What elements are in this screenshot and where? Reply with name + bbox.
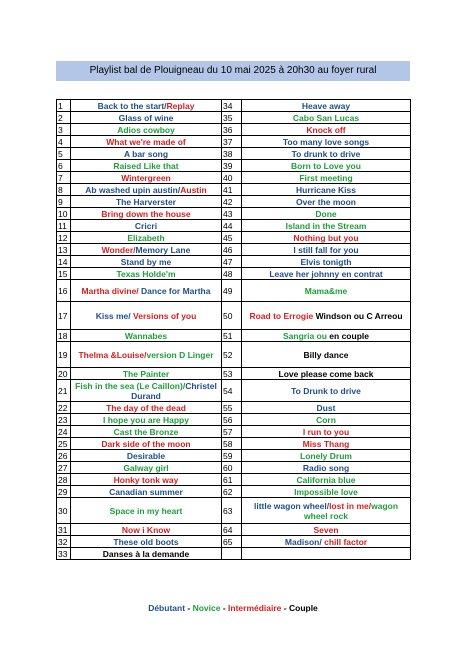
song-title-part: en couple	[329, 330, 369, 341]
song-title	[71, 330, 222, 342]
song-title-part: Texas Holde'm	[116, 268, 176, 279]
song-number: 11	[57, 220, 71, 232]
song-title	[242, 124, 411, 136]
song-title	[242, 136, 411, 148]
song-title	[242, 220, 411, 232]
song-number: 27	[57, 462, 71, 474]
song-number: 10	[57, 208, 71, 220]
level-legend	[56, 603, 410, 613]
song-title-part: Knock off	[306, 124, 346, 135]
song-title-part: A bar song	[123, 148, 169, 159]
song-number: 63	[222, 498, 242, 524]
song-title-part: Sangria ou	[283, 330, 330, 341]
song-number: 5	[57, 148, 71, 160]
song-title-part: wagon wheel rock	[304, 500, 399, 521]
song-title	[242, 402, 411, 414]
song-title	[71, 524, 222, 536]
song-title-part: Impossible love	[294, 486, 358, 497]
song-title	[71, 196, 222, 208]
legend-item: Couple	[288, 603, 318, 613]
song-title	[242, 426, 411, 438]
song-title-part: Galway girl	[123, 462, 169, 473]
legend-item: Débutant	[148, 603, 186, 613]
song-number: 30	[57, 498, 71, 524]
table-row	[57, 368, 411, 380]
legend-item: Intermédiaire	[228, 603, 282, 613]
song-title	[242, 244, 411, 256]
song-title-part: I run to you	[302, 426, 350, 437]
song-number: 12	[57, 232, 71, 244]
song-title-part: Adios cowboy	[117, 124, 175, 135]
table-row	[57, 302, 411, 330]
song-number: 54	[222, 380, 242, 402]
song-title	[242, 368, 411, 380]
song-title	[242, 208, 411, 220]
song-title-part: Leave her johnny en contrat	[269, 268, 383, 279]
legend-item: -	[281, 603, 289, 613]
legend-item: -	[220, 603, 229, 613]
song-number: 20	[57, 368, 71, 380]
table-row	[57, 280, 411, 302]
song-title-part: Kiss me/	[95, 310, 134, 321]
song-title-part: Wannabes	[124, 330, 168, 341]
song-title-part: Memory Lane	[135, 244, 191, 255]
song-number: 34	[222, 100, 242, 112]
song-title	[71, 148, 222, 160]
song-number: 60	[222, 462, 242, 474]
table-row	[57, 232, 411, 244]
song-title	[71, 426, 222, 438]
song-title-part: Christel Durand	[131, 380, 217, 401]
song-title	[71, 124, 222, 136]
song-number: 58	[222, 438, 242, 450]
song-number: 23	[57, 414, 71, 426]
song-title-part: Danses à la demande	[102, 548, 190, 559]
song-title-part: Road to Errogie	[249, 310, 316, 321]
song-title	[71, 486, 222, 498]
song-title-part: Austin	[180, 184, 207, 195]
table-row	[57, 136, 411, 148]
song-title	[71, 280, 222, 302]
song-number: 2	[57, 112, 71, 124]
song-title-part: To Drunk to drive	[291, 385, 361, 396]
song-title	[71, 112, 222, 124]
song-number: 26	[57, 450, 71, 462]
song-number: 14	[57, 256, 71, 268]
song-title-part: Madison/	[284, 536, 322, 547]
song-title-part: The Harverster	[115, 196, 176, 207]
table-row	[57, 402, 411, 414]
song-title-part: Dust	[316, 402, 336, 413]
song-number: 38	[222, 148, 242, 160]
song-number: 29	[57, 486, 71, 498]
song-title-part: Miss Thang	[302, 438, 350, 449]
song-title-part: Cricri	[134, 220, 158, 231]
song-title	[71, 100, 222, 112]
song-title-part: Glass of wine	[118, 112, 174, 123]
song-number: 53	[222, 368, 242, 380]
song-number: 65	[222, 536, 242, 548]
song-title	[242, 524, 411, 536]
table-row	[57, 486, 411, 498]
song-title-part: Dark side of the moon	[101, 438, 191, 449]
song-number: 64	[222, 524, 242, 536]
song-number: 31	[57, 524, 71, 536]
song-title-part: Island in the Stream	[285, 220, 367, 231]
song-number: 51	[222, 330, 242, 342]
song-title	[71, 136, 222, 148]
table-row	[57, 244, 411, 256]
song-title-part: Versions of you	[133, 310, 197, 321]
song-number: 52	[222, 342, 242, 368]
song-title-part: Space in my heart	[109, 505, 183, 516]
song-title	[242, 256, 411, 268]
song-title-part: These old boots	[113, 536, 179, 547]
song-title	[242, 438, 411, 450]
song-title	[242, 330, 411, 342]
song-title-part: Fish in the sea (Le Caillon)/	[75, 380, 186, 391]
song-title	[242, 462, 411, 474]
song-number: 15	[57, 268, 71, 280]
table-row	[57, 426, 411, 438]
song-title	[242, 342, 411, 368]
song-title-part: Love please come back	[278, 368, 374, 379]
song-title	[71, 232, 222, 244]
song-title-part: California blue	[296, 474, 356, 485]
song-title	[242, 498, 411, 524]
song-title	[71, 548, 222, 560]
song-number: 50	[222, 302, 242, 330]
song-number: 56	[222, 414, 242, 426]
song-title-part: Elizabeth	[127, 232, 165, 243]
table-row	[57, 548, 411, 560]
song-number: 22	[57, 402, 71, 414]
song-title	[242, 474, 411, 486]
song-title	[242, 536, 411, 548]
song-number: 33	[57, 548, 71, 560]
song-title	[71, 414, 222, 426]
song-number: 41	[222, 184, 242, 196]
song-number: 25	[57, 438, 71, 450]
song-title-part: Wonder/	[101, 244, 136, 255]
song-title	[242, 232, 411, 244]
song-title-part: First meeting	[299, 172, 353, 183]
song-title-part: Bring down the house	[101, 208, 191, 219]
song-title	[242, 148, 411, 160]
song-number: 36	[222, 124, 242, 136]
song-title	[242, 414, 411, 426]
song-title-part: Elvis tonigth	[300, 256, 352, 267]
song-number: 9	[57, 196, 71, 208]
song-title	[71, 160, 222, 172]
song-title-part: Lonely Drum	[300, 450, 352, 461]
song-number: 48	[222, 268, 242, 280]
song-title	[71, 380, 222, 402]
table-row	[57, 268, 411, 280]
playlist-table	[56, 99, 411, 560]
song-title	[242, 196, 411, 208]
song-number: 44	[222, 220, 242, 232]
song-number: 28	[57, 474, 71, 486]
song-title	[71, 256, 222, 268]
song-title-part: Cast the Bronze	[113, 426, 179, 437]
song-title	[71, 498, 222, 524]
song-title-part: Too many love songs	[282, 136, 370, 147]
song-title-part: chill factor	[321, 536, 368, 547]
table-row	[57, 380, 411, 402]
song-title-part: Honky tonk way	[113, 474, 179, 485]
song-title	[71, 368, 222, 380]
table-row	[57, 196, 411, 208]
song-number: 45	[222, 232, 242, 244]
song-number: 55	[222, 402, 242, 414]
table-row	[57, 256, 411, 268]
song-title-part: The Painter	[122, 368, 170, 379]
table-row	[57, 220, 411, 232]
song-title-part: Radio song	[302, 462, 350, 473]
song-title	[71, 184, 222, 196]
song-title	[242, 450, 411, 462]
song-title	[242, 160, 411, 172]
song-number: 61	[222, 474, 242, 486]
song-number: 21	[57, 380, 71, 402]
song-title-part: Stand by me	[120, 256, 172, 267]
table-row	[57, 450, 411, 462]
song-number: 57	[222, 426, 242, 438]
song-title	[71, 244, 222, 256]
song-title	[71, 450, 222, 462]
table-row	[57, 462, 411, 474]
song-title	[71, 172, 222, 184]
song-number: 59	[222, 450, 242, 462]
table-row	[57, 524, 411, 536]
song-title-part: Ab washed upin austin/	[85, 184, 181, 195]
song-title-part: Cabo San Lucas	[292, 112, 360, 123]
song-number: 13	[57, 244, 71, 256]
song-title-part: version D Linger	[146, 349, 214, 360]
song-title-part: I hope you are Happy	[103, 414, 189, 425]
song-number: 19	[57, 342, 71, 368]
song-title	[242, 268, 411, 280]
song-number: 43	[222, 208, 242, 220]
song-title-part: Raised Like that	[113, 160, 179, 171]
song-title-part: Over the moon	[296, 196, 356, 207]
song-title	[242, 100, 411, 112]
song-title-part: I still fall for you	[293, 244, 359, 255]
song-title	[71, 536, 222, 548]
song-number: 39	[222, 160, 242, 172]
song-number: 1	[57, 100, 71, 112]
song-number: 62	[222, 486, 242, 498]
song-title	[242, 380, 411, 402]
table-row	[57, 172, 411, 184]
song-title	[71, 302, 222, 330]
song-number: 8	[57, 184, 71, 196]
song-number: 16	[57, 280, 71, 302]
legend-item: Novice	[192, 603, 221, 613]
song-title	[71, 474, 222, 486]
song-number: 7	[57, 172, 71, 184]
song-title-part: To drunk to drive	[291, 148, 361, 159]
song-number: 24	[57, 426, 71, 438]
song-title-part: Now i Know	[121, 524, 171, 535]
song-title-part: little wagon wheel/	[253, 500, 330, 511]
song-number: 32	[57, 536, 71, 548]
song-title-part: Born to Love you	[291, 160, 361, 171]
song-title	[71, 402, 222, 414]
song-title-part: Windson ou C Arreou	[315, 310, 403, 321]
table-row	[57, 474, 411, 486]
song-number	[222, 548, 242, 560]
song-title	[242, 184, 411, 196]
song-number: 46	[222, 244, 242, 256]
song-title-part: Corn	[316, 414, 336, 425]
song-title	[242, 112, 411, 124]
table-row	[57, 100, 411, 112]
playlist-body	[57, 100, 411, 560]
page-title: Playlist bal de Plouigneau du 10 mai 2025 à 20h30 au foyer rural	[56, 61, 410, 81]
song-title	[71, 220, 222, 232]
song-title	[71, 208, 222, 220]
song-title-part: Back to the start/	[97, 100, 167, 111]
song-number: 4	[57, 136, 71, 148]
table-row	[57, 438, 411, 450]
song-title-part: The day of the dead	[106, 402, 186, 413]
song-title-part: Canadian summer	[109, 486, 183, 497]
song-title-part: Billy dance	[303, 349, 349, 360]
song-number: 17	[57, 302, 71, 330]
table-row	[57, 160, 411, 172]
table-row	[57, 184, 411, 196]
song-number: 6	[57, 160, 71, 172]
song-title	[242, 280, 411, 302]
song-title-part: Heave away	[301, 100, 351, 111]
song-title	[71, 462, 222, 474]
table-row	[57, 112, 411, 124]
table-row	[57, 124, 411, 136]
table-row	[57, 342, 411, 368]
song-title-part: lost in me/	[329, 500, 372, 511]
song-title	[71, 438, 222, 450]
song-title-part: What we're made of	[106, 136, 186, 147]
song-title-part: Seven	[313, 524, 339, 535]
table-row	[57, 498, 411, 524]
song-title-part: Wintergreen	[121, 172, 171, 183]
song-title	[71, 342, 222, 368]
song-title	[242, 172, 411, 184]
table-row	[57, 536, 411, 548]
song-number: 47	[222, 256, 242, 268]
song-title	[242, 548, 411, 560]
song-number: 40	[222, 172, 242, 184]
song-number: 37	[222, 136, 242, 148]
song-number: 35	[222, 112, 242, 124]
song-number: 18	[57, 330, 71, 342]
song-title-part: Replay	[166, 100, 195, 111]
table-row	[57, 414, 411, 426]
table-row	[57, 148, 411, 160]
song-title-part: Thelma &Louise/	[78, 349, 147, 360]
song-title-part: Dance for Martha	[141, 285, 211, 296]
song-number: 49	[222, 280, 242, 302]
song-title-part: Desirable	[126, 450, 166, 461]
song-title	[242, 486, 411, 498]
table-row	[57, 330, 411, 342]
song-title-part: Mama&me	[304, 285, 348, 296]
song-number: 3	[57, 124, 71, 136]
song-title	[71, 268, 222, 280]
song-title-part: Martha divine/	[81, 285, 142, 296]
song-title	[242, 302, 411, 330]
legend-item: -	[185, 603, 193, 613]
song-title-part: Hurricane Kiss	[296, 184, 356, 195]
song-title-part: Done	[315, 208, 337, 219]
table-row	[57, 208, 411, 220]
song-number: 42	[222, 196, 242, 208]
song-title-part: Nothing but you	[293, 232, 359, 243]
